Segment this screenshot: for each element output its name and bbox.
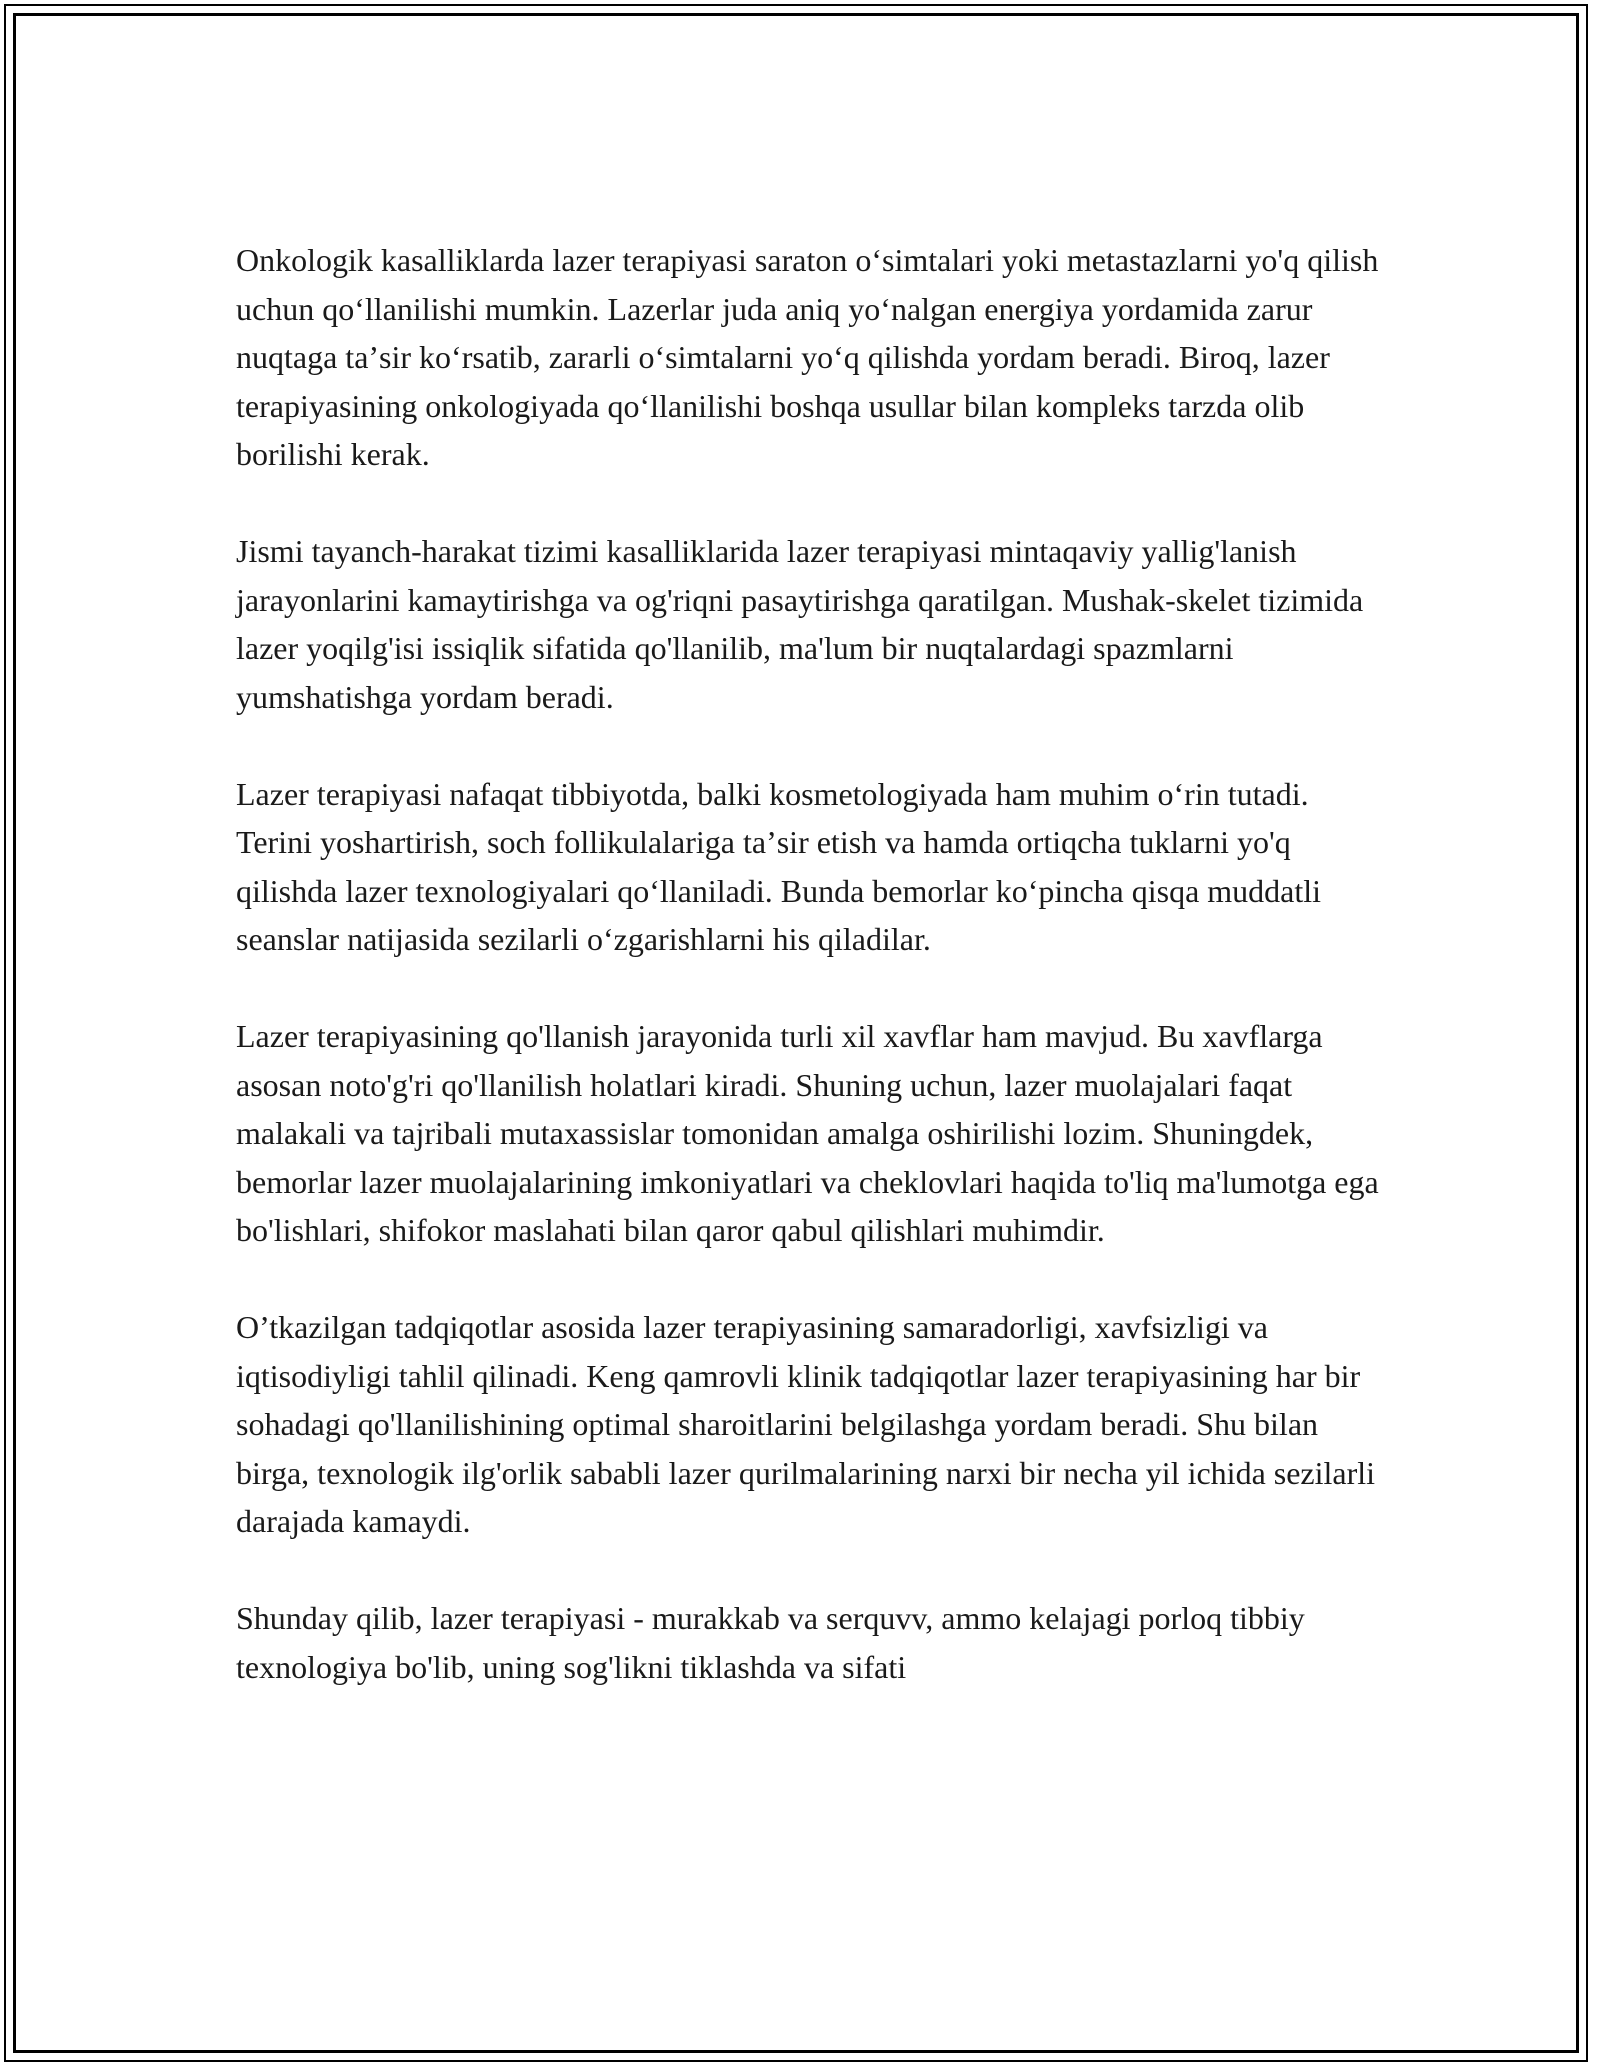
- paragraph-musculoskeletal: Jismi tayanch-harakat tizimi kasalliklarida lazer terapiyasi mintaqaviy yallig'lanish jarayonlarini kamaytirishga va og'riqni pasaytirishga qaratilgan. Mushak-skelet tizimida lazer yoqilg'isi issiqlik sifatida qo'llanilib, ma'lum bir nuqtalardagi spazmlarni yumshatishga yordam beradi.: [236, 533, 1364, 715]
- paragraph-oncology: Onkologik kasalliklarda lazer terapiyasi saraton oʻsimtalari yoki metastazlarni yo'q qilish uchun qoʻllanilishi mumkin. Lazerlar juda aniq yoʻnalgan energiya yordamida zarur nuqtaga taʼsir koʻrsatib, zararli oʻsimtalarni yoʻq qilishda yordam beradi. Biroq, lazer terapiyasining onkologiyada qoʻllanilishi boshqa usullar bilan kompleks tarzda olib borilishi kerak.: [236, 242, 1379, 472]
- paragraph-research: O’tkazilgan tadqiqotlar asosida lazer terapiyasining samaradorligi, xavfsizligi va iqtisodiyligi tahlil qilinadi. Keng qamrovli klinik tadqiqotlar lazer terapiyasining har bir sohadagi qo'llanilishining optimal sharoitlarini belgilashga yordam beradi. Shu bilan birga, texnologik ilg'orlik sababli lazer qurilmalarining narxi bir necha yil ichida sezilarli darajada kamaydi.: [236, 1309, 1376, 1539]
- paragraph-risks: Lazer terapiyasining qo'llanish jarayonida turli xil xavflar ham mavjud. Bu xavflarga asosan noto'g'ri qo'llanilish holatlari kiradi. Shuning uchun, lazer muolajalari faqat malakali va tajribali mutaxassislar tomonidan amalga oshirilishi lozim. Shuningdek, bemorlar lazer muolajalarining imkoniyatlari va cheklovlari haqida to'liq ma'lumotga ega bo'lishlari, shifokor maslahati bilan qaror qabul qilishlari muhimdir.: [236, 1018, 1379, 1248]
- document-body: [236, 236, 1386, 1691]
- paragraph-cosmetology: Lazer terapiyasi nafaqat tibbiyotda, balki kosmetologiyada ham muhim oʻrin tutadi. Terini yoshartirish, soch follikulalariga taʼsir etish va hamda ortiqcha tuklarni yo'q qilishda lazer texnologiyalari qoʻllaniladi. Bunda bemorlar koʻpincha qisqa muddatli seanslar natijasida sezilarli oʻzgarishlarni his qiladilar.: [236, 775, 1322, 957]
- paragraph-conclusion: Shunday qilib, lazer terapiyasi - murakkab va serquvv, ammo kelajagi porloq tibbiy texnologiya bo'lib, uning sog'likni tiklashda va sifati: [236, 1600, 1305, 1685]
